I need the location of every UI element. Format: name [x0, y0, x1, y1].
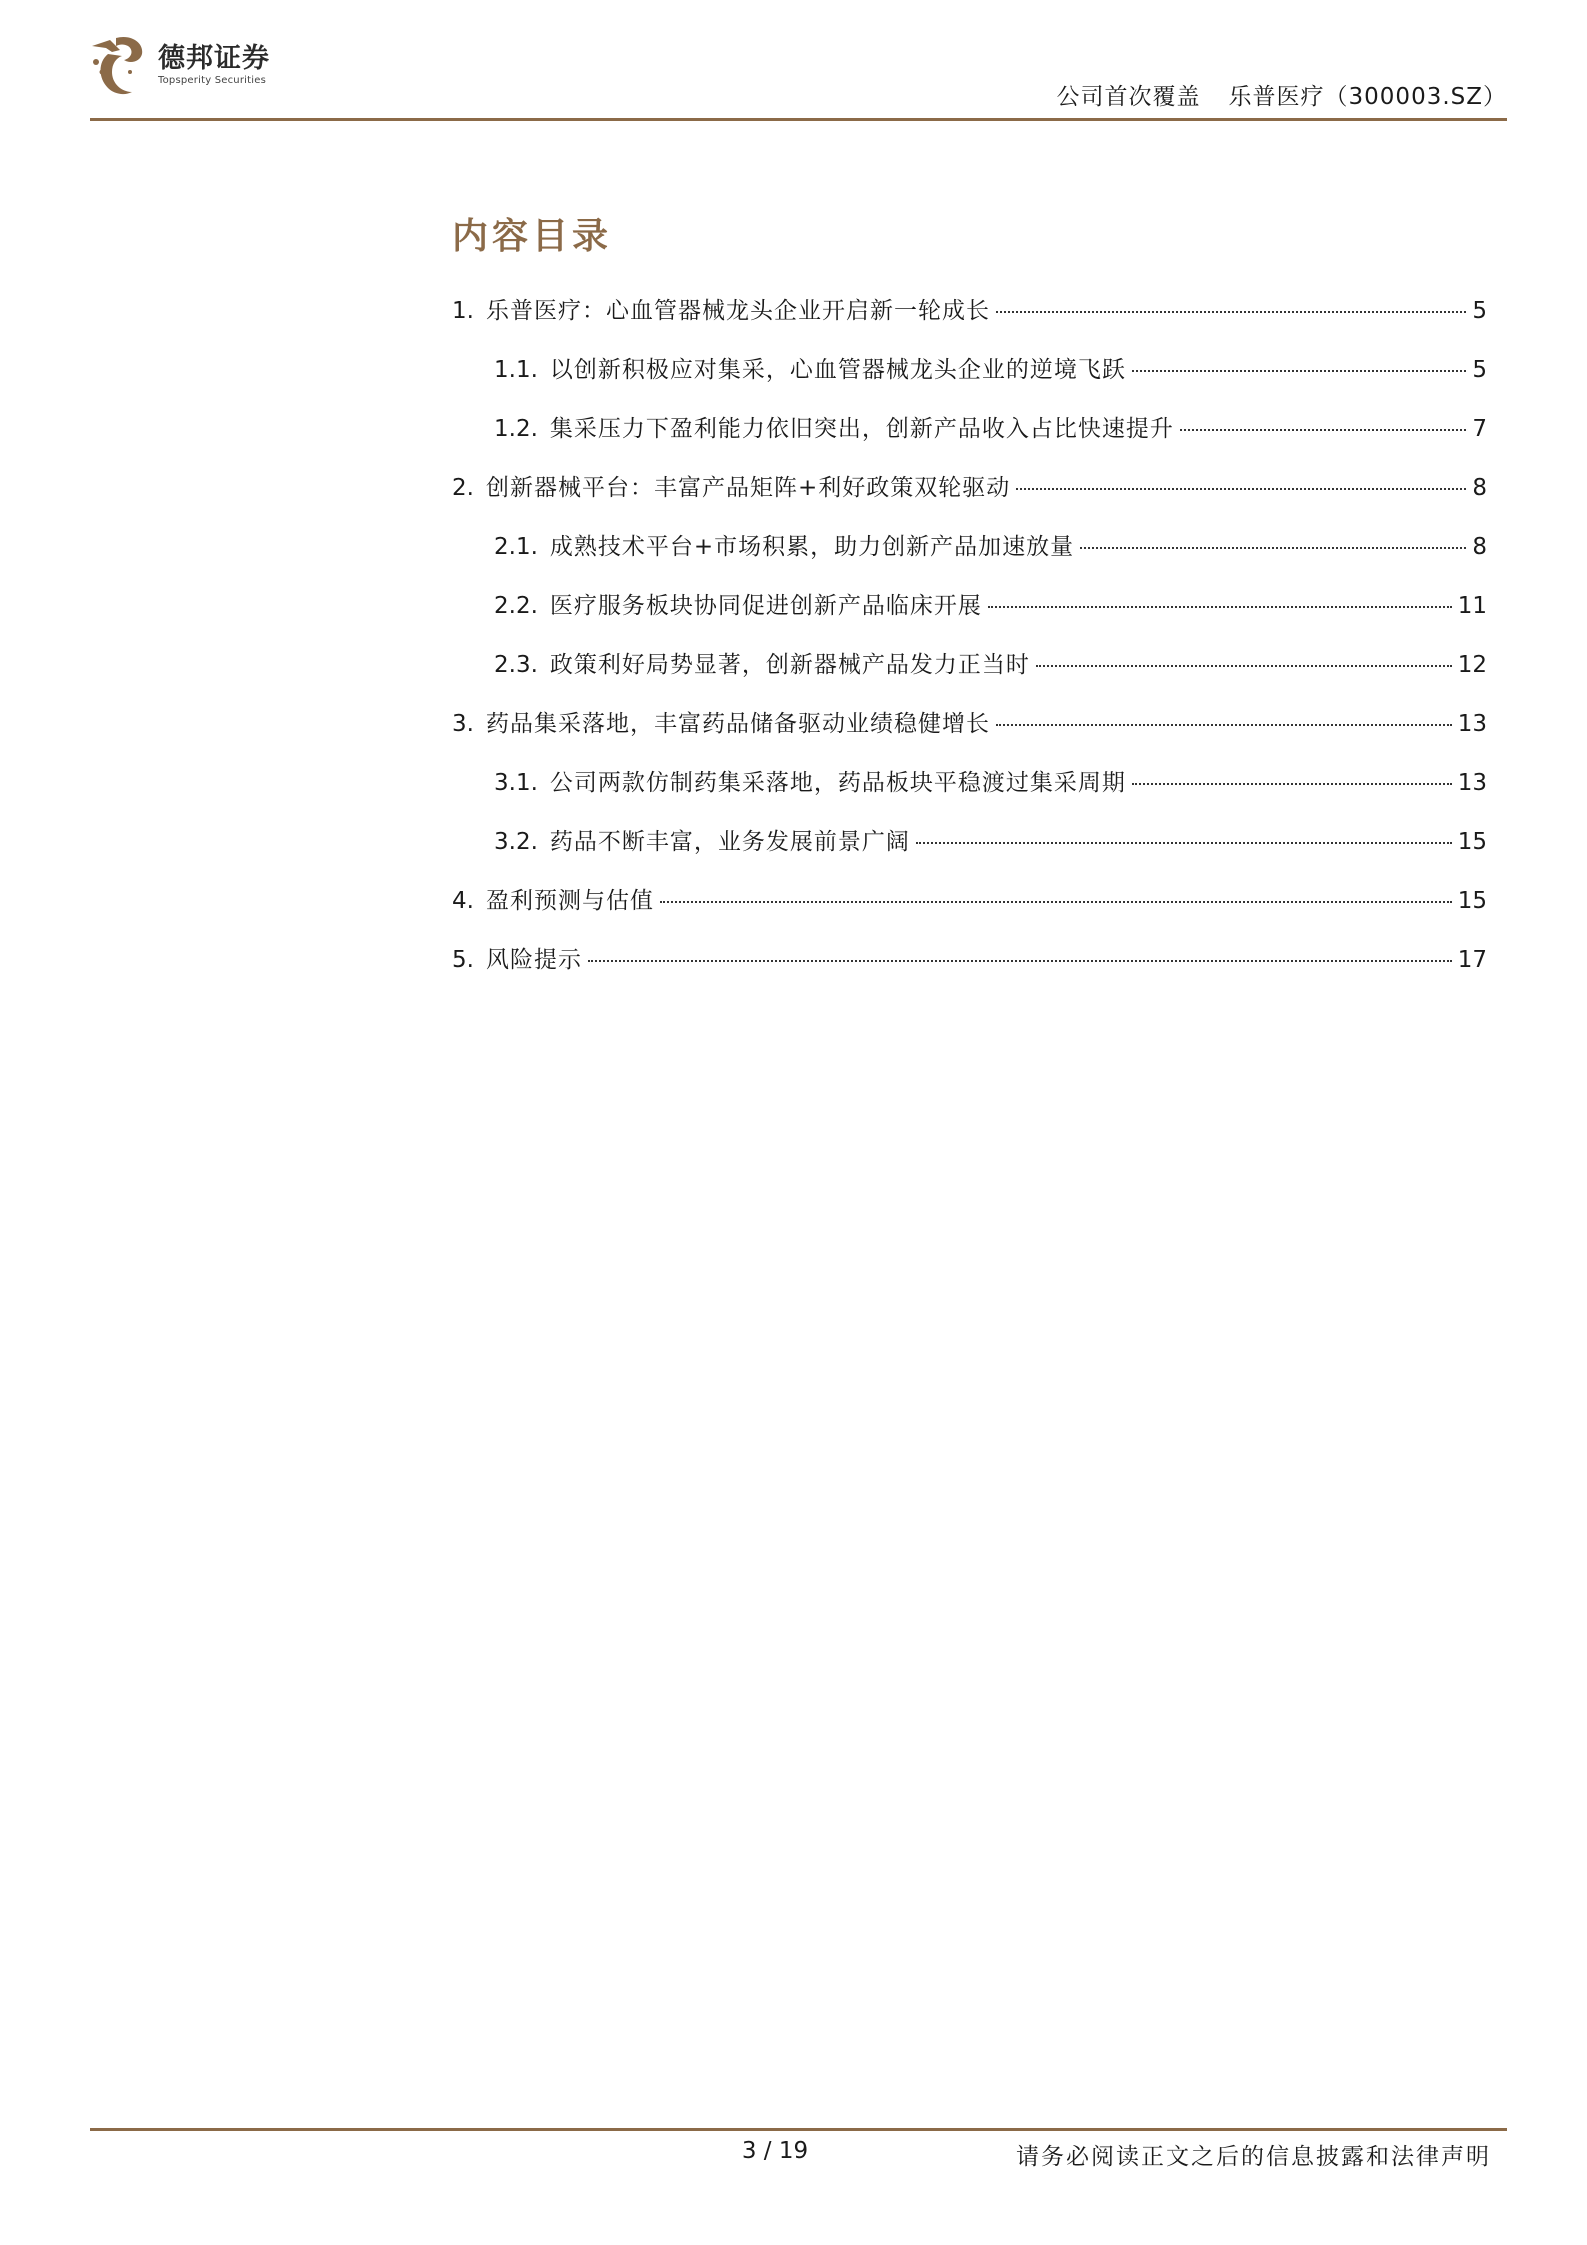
brand-name-en: Topsperity Securities [158, 74, 266, 86]
toc-entry-2-3[interactable] [452, 646, 1487, 705]
brand-logo [86, 32, 270, 98]
toc-entry-text: 公司两款仿制药集采落地，药品板块平稳渡过集采周期 [549, 770, 1126, 796]
toc-entry-number: 2. [452, 475, 474, 501]
toc-dot-leader [996, 311, 1466, 313]
toc-entry-number: 3.1. [494, 770, 538, 796]
toc-entry-page: 17 [1457, 947, 1487, 973]
footer-divider [90, 2128, 1507, 2131]
toc-dot-leader [916, 842, 1452, 844]
toc-entry-2[interactable] [452, 469, 1487, 528]
toc-entry-3-2[interactable] [452, 823, 1487, 882]
toc-title: 内容目录 [452, 216, 613, 257]
toc-entry-number: 4. [452, 888, 474, 914]
legal-disclaimer: 请务必阅读正文之后的信息披露和法律声明 [1016, 2144, 1491, 2170]
toc-entry-number: 5. [452, 947, 474, 973]
toc-entry-4[interactable] [452, 882, 1487, 941]
company-name: 乐普医疗（300003.SZ） [1228, 84, 1507, 110]
toc-entry-text: 药品集采落地，丰富药品储备驱动业绩稳健增长 [485, 711, 990, 737]
toc-entry-text: 创新器械平台：丰富产品矩阵+利好政策双轮驱动 [485, 475, 1011, 501]
toc-entry-page: 8 [1472, 534, 1487, 560]
toc-entry-number: 2.3. [494, 652, 538, 678]
table-of-contents [452, 292, 1487, 1000]
toc-dot-leader [1180, 429, 1466, 431]
toc-entry-1[interactable] [452, 292, 1487, 351]
toc-entry-page: 15 [1457, 888, 1487, 914]
toc-entry-page: 12 [1457, 652, 1487, 678]
toc-entry-1-1[interactable] [452, 351, 1487, 410]
page-number: 3 / 19 [741, 2138, 809, 2164]
toc-entry-page: 5 [1472, 357, 1487, 383]
toc-dot-leader [1080, 547, 1466, 549]
toc-entry-5[interactable] [452, 941, 1487, 1000]
toc-entry-page: 15 [1457, 829, 1487, 855]
toc-entry-page: 7 [1472, 416, 1487, 442]
toc-entry-text: 风险提示 [485, 947, 582, 973]
toc-entry-number: 2.2. [494, 593, 538, 619]
toc-entry-number: 3.2. [494, 829, 538, 855]
report-header [1057, 78, 1507, 111]
toc-dot-leader [1132, 783, 1452, 785]
toc-entry-text: 盈利预测与估值 [485, 888, 654, 914]
toc-entry-page: 11 [1457, 593, 1487, 619]
toc-entry-text: 药品不断丰富，业务发展前景广阔 [549, 829, 910, 855]
toc-entry-number: 1.2. [494, 416, 538, 442]
report-type: 公司首次覆盖 [1056, 84, 1201, 110]
toc-dot-leader [1132, 370, 1466, 372]
toc-entry-page: 8 [1472, 475, 1487, 501]
toc-entry-3[interactable] [452, 705, 1487, 764]
toc-entry-number: 2.1. [494, 534, 538, 560]
toc-entry-page: 5 [1472, 298, 1487, 324]
topsperity-logo-icon [86, 32, 148, 98]
toc-dot-leader [1016, 488, 1466, 490]
toc-entry-text: 成熟技术平台+市场积累，助力创新产品加速放量 [549, 534, 1075, 560]
toc-dot-leader [1036, 665, 1452, 667]
toc-entry-page: 13 [1457, 770, 1487, 796]
toc-entry-text: 医疗服务板块协同促进创新产品临床开展 [549, 593, 982, 619]
toc-dot-leader [996, 724, 1452, 726]
toc-entry-number: 3. [452, 711, 474, 737]
toc-entry-text: 集采压力下盈利能力依旧突出，创新产品收入占比快速提升 [549, 416, 1174, 442]
toc-dot-leader [988, 606, 1452, 608]
toc-entry-text: 乐普医疗：心血管器械龙头企业开启新一轮成长 [485, 298, 990, 324]
toc-entry-text: 以创新积极应对集采，心血管器械龙头企业的逆境飞跃 [549, 357, 1126, 383]
toc-entry-number: 1.1. [494, 357, 538, 383]
toc-entry-number: 1. [452, 298, 474, 324]
header-divider [90, 118, 1507, 121]
toc-entry-3-1[interactable] [452, 764, 1487, 823]
toc-entry-text: 政策利好局势显著，创新器械产品发力正当时 [549, 652, 1030, 678]
toc-entry-2-1[interactable] [452, 528, 1487, 587]
toc-dot-leader [660, 901, 1452, 903]
toc-dot-leader [588, 960, 1452, 962]
toc-entry-2-2[interactable] [452, 587, 1487, 646]
toc-entry-page: 13 [1457, 711, 1487, 737]
brand-name-cn: 德邦证券 [158, 42, 270, 74]
toc-entry-1-2[interactable] [452, 410, 1487, 469]
